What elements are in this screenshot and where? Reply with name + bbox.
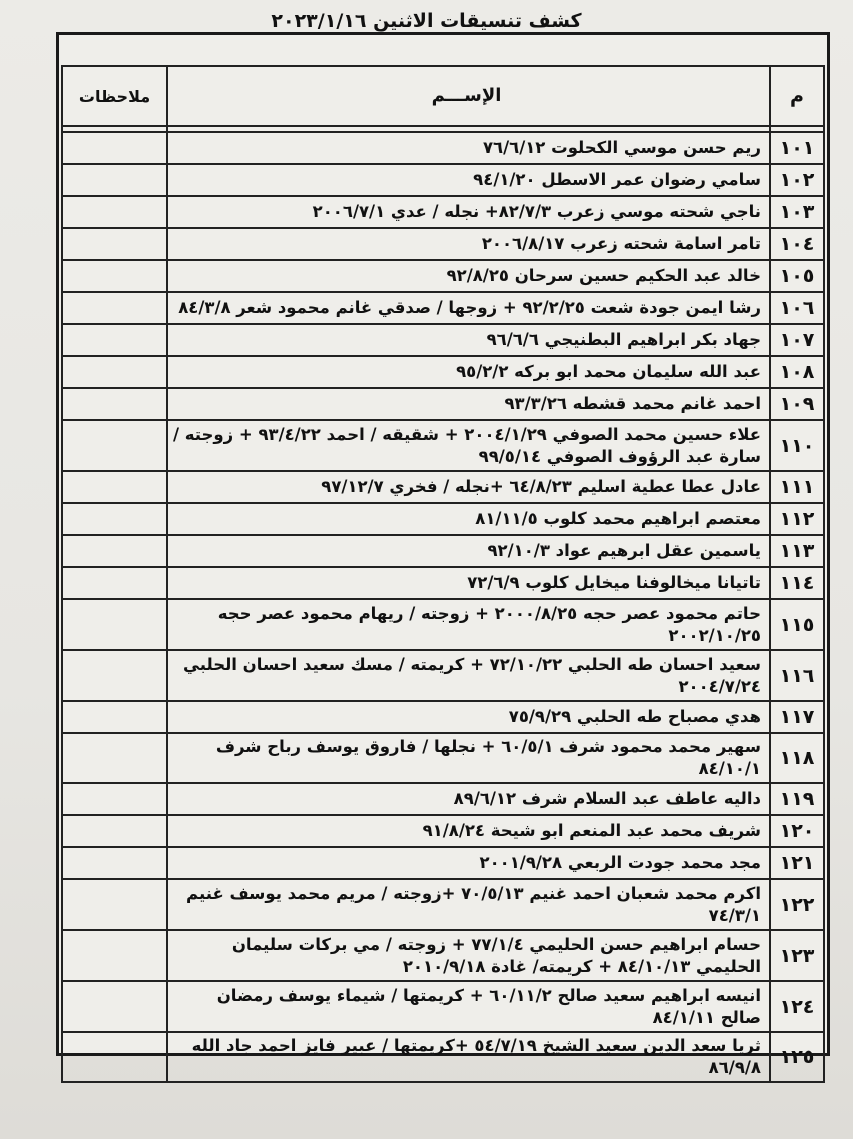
row-notes — [62, 503, 167, 535]
row-notes — [62, 228, 167, 260]
row-notes — [62, 701, 167, 733]
table-row — [62, 324, 824, 356]
row-notes — [62, 815, 167, 847]
row-notes — [62, 733, 167, 783]
table-row — [62, 1032, 824, 1082]
row-name: ياسمين عقل ابرهيم عواد ٩٢/١٠/٣ — [167, 535, 770, 567]
table-row — [62, 733, 824, 783]
row-name: جهاد بكر ابراهيم البطنيجي ٩٦/٦/٦ — [167, 324, 770, 356]
header-notes: ملاحظات — [62, 66, 167, 126]
row-number: ١١١ — [770, 471, 824, 503]
row-notes — [62, 164, 167, 196]
row-name: خالد عبد الحكيم حسين سرحان ٩٢/٨/٢٥ — [167, 260, 770, 292]
table-row — [62, 567, 824, 599]
row-name: حسام ابراهيم حسن الحليمي ٧٧/١/٤ + زوجته / مي بركات سليمان الحليمي ٨٤/١٠/١٣ + كريمته/ غادة ٢٠١٠/٩/١٨ — [167, 930, 770, 981]
row-number: ١١٧ — [770, 701, 824, 733]
table-row — [62, 260, 824, 292]
row-number: ١٢٠ — [770, 815, 824, 847]
row-notes — [62, 196, 167, 228]
table-row — [62, 535, 824, 567]
row-name: رشا ايمن جودة شعت ٩٢/٢/٢٥ + زوجها / صدقي غانم محمود شعر ٨٤/٣/٨ — [167, 292, 770, 324]
row-notes — [62, 324, 167, 356]
table-header-row — [62, 66, 824, 126]
row-number: ١١٦ — [770, 650, 824, 701]
row-number: ١٠٢ — [770, 164, 824, 196]
row-name: اكرم محمد شعبان احمد غنيم ٧٠/٥/١٣ +زوجته / مريم محمد يوسف غنيم ٧٤/٣/١ — [167, 879, 770, 930]
row-name: علاء حسين محمد الصوفي ٢٠٠٤/١/٢٩ + شقيقه / احمد ٩٣/٤/٢٢ + زوجته / سارة عبد الرؤوف الصوفي ٩٩/٥/١٤ — [167, 420, 770, 471]
row-notes — [62, 356, 167, 388]
table-row — [62, 164, 824, 196]
table-row — [62, 930, 824, 981]
table-row — [62, 981, 824, 1032]
row-number: ١٠٥ — [770, 260, 824, 292]
row-number: ١١٢ — [770, 503, 824, 535]
table-row — [62, 815, 824, 847]
header-name: الإســـم — [167, 66, 770, 126]
row-notes — [62, 535, 167, 567]
row-name: تامر اسامة شحته زعرب ٢٠٠٦/٨/١٧ — [167, 228, 770, 260]
table-row — [62, 701, 824, 733]
table-row — [62, 599, 824, 650]
row-number: ١٠١ — [770, 132, 824, 164]
row-number: ١١٠ — [770, 420, 824, 471]
row-name: عادل عطا عطية اسليم ٦٤/٨/٢٣ +نجله / فخري ٩٧/١٢/٧ — [167, 471, 770, 503]
row-number: ١١٩ — [770, 783, 824, 815]
table-row — [62, 132, 824, 164]
row-notes — [62, 420, 167, 471]
row-name: تاتيانا ميخالوفنا ميخايل كلوب ٧٢/٦/٩ — [167, 567, 770, 599]
row-notes — [62, 292, 167, 324]
table-row — [62, 847, 824, 879]
row-name: ناجي شحته موسي زعرب ٨٢/٧/٣+ نجله / عدي ٢٠٠٦/٧/١ — [167, 196, 770, 228]
row-number: ١٢٥ — [770, 1032, 824, 1082]
row-notes — [62, 388, 167, 420]
row-number: ١١٣ — [770, 535, 824, 567]
row-name: انيسه ابراهيم سعيد صالح ٦٠/١١/٢ + كريمتها / شيماء يوسف رمضان صالح ٨٤/١/١١ — [167, 981, 770, 1032]
row-name: سهير محمد محمود شرف ٦٠/٥/١ + نجلها / فاروق يوسف رباح شرف ٨٤/١٠/١ — [167, 733, 770, 783]
page-title: كشف تنسيقات الاثنين ٢٠٢٣/١/١٦ — [271, 10, 582, 32]
row-name: داليه عاطف عبد السلام شرف ٨٩/٦/١٢ — [167, 783, 770, 815]
row-number: ١٢٣ — [770, 930, 824, 981]
row-number: ١١٨ — [770, 733, 824, 783]
row-name: ريم حسن موسي الكحلوت ٧٦/٦/١٢ — [167, 132, 770, 164]
row-number: ١٢١ — [770, 847, 824, 879]
row-notes — [62, 981, 167, 1032]
row-number: ١٠٩ — [770, 388, 824, 420]
row-name: معتصم ابراهيم محمد كلوب ٨١/١١/٥ — [167, 503, 770, 535]
row-name: مجد محمد جودت الربعي ٢٠٠١/٩/٢٨ — [167, 847, 770, 879]
row-name: حاتم محمود عصر حجه ٢٠٠٠/٨/٢٥ + زوجته / ريهام محمود عصر حجه ٢٠٠٢/١٠/٢٥ — [167, 599, 770, 650]
row-number: ١٠٣ — [770, 196, 824, 228]
row-notes — [62, 260, 167, 292]
table-row — [62, 879, 824, 930]
row-number: ١٢٤ — [770, 981, 824, 1032]
row-notes — [62, 599, 167, 650]
table-row — [62, 650, 824, 701]
row-number: ١٠٦ — [770, 292, 824, 324]
row-number: ١٠٨ — [770, 356, 824, 388]
table-row — [62, 228, 824, 260]
row-name: سعيد احسان طه الحلبي ٧٢/١٠/٢٢ + كريمته / مسك سعيد احسان الحلبي ٢٠٠٤/٧/٢٤ — [167, 650, 770, 701]
table-row — [62, 420, 824, 471]
row-name: سامي رضوان عمر الاسطل ٩٤/١/٢٠ — [167, 164, 770, 196]
row-number: ١١٥ — [770, 599, 824, 650]
row-number: ١١٤ — [770, 567, 824, 599]
row-notes — [62, 567, 167, 599]
table-row — [62, 503, 824, 535]
coordination-table-frame — [56, 32, 830, 1077]
row-name: ثريا سعد الدين سعيد الشيخ ٥٤/٧/١٩ +كريمتها / عبير فايز احمد جاد الله ٨٦/٩/٨ — [167, 1032, 770, 1082]
table-row — [62, 783, 824, 815]
row-name: هدي مصباح طه الحلبي ٧٥/٩/٢٩ — [167, 701, 770, 733]
row-number: ١٢٢ — [770, 879, 824, 930]
row-notes — [62, 847, 167, 879]
row-notes — [62, 1032, 167, 1082]
row-name: شريف محمد عبد المنعم ابو شيحة ٩١/٨/٢٤ — [167, 815, 770, 847]
table-row — [62, 356, 824, 388]
row-name: احمد غانم محمد قشطه ٩٣/٣/٢٦ — [167, 388, 770, 420]
row-name: عبد الله سليمان محمد ابو بركه ٩٥/٢/٢ — [167, 356, 770, 388]
row-number: ١٠٧ — [770, 324, 824, 356]
row-notes — [62, 879, 167, 930]
row-notes — [62, 783, 167, 815]
table-row — [62, 471, 824, 503]
coordination-table — [61, 65, 825, 1083]
row-number: ١٠٤ — [770, 228, 824, 260]
row-notes — [62, 132, 167, 164]
row-notes — [62, 930, 167, 981]
row-notes — [62, 650, 167, 701]
header-number: م — [770, 66, 824, 126]
table-row — [62, 196, 824, 228]
row-notes — [62, 471, 167, 503]
table-row — [62, 388, 824, 420]
table-row — [62, 292, 824, 324]
